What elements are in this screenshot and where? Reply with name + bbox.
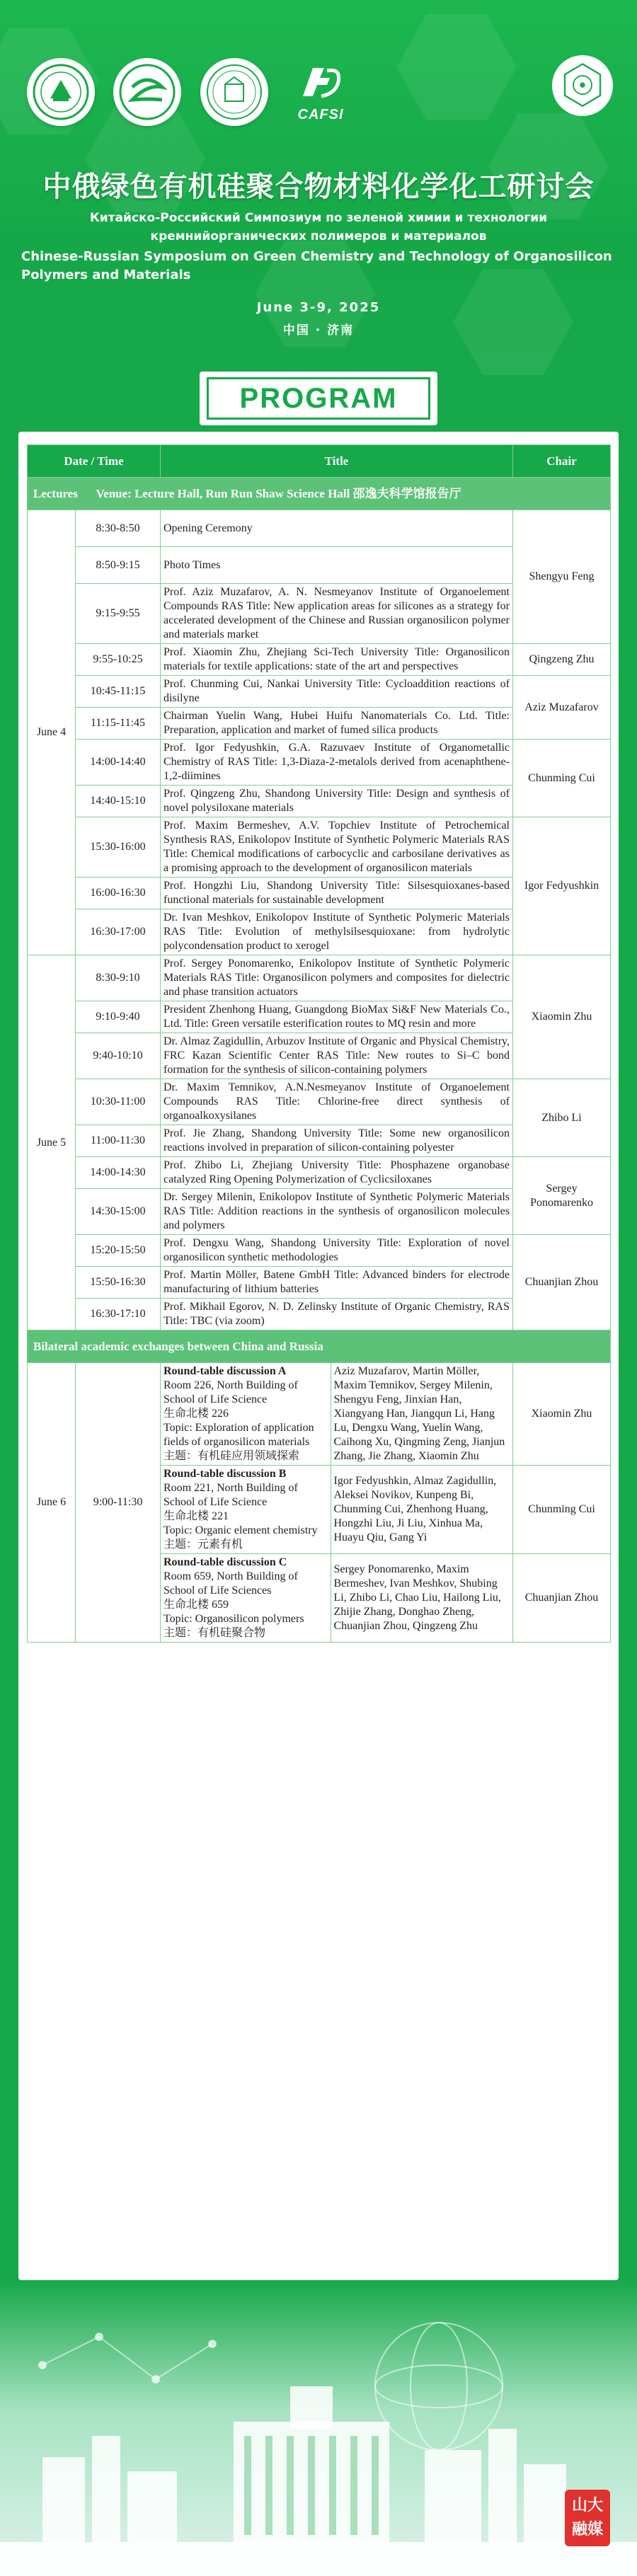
roundtable-room: Room 221, North Building of School of Life Science [163,1482,298,1508]
table-row [28,1157,611,1189]
chair-cell: Chunming Cui [513,740,611,817]
talk-cell: Dr. Sergey Milenin, Enikolopov Institute of Synthetic Polymeric Materials RAS Title: Addition reactions in the synthesis of organosilicon molecules and polymers [161,1189,513,1235]
chair-cell: Igor Fedyushkin [513,817,611,955]
shandong-university-logo [27,58,95,126]
chair-cell: Chunming Cui [513,1466,611,1554]
time-cell: 9:10-9:40 [76,1001,161,1033]
campus-skyline-illustration [0,2280,637,2576]
roundtable-topic-cn: 主题：元素有机 [163,1539,243,1551]
chair-cell: Sergey Ponomarenko [513,1157,611,1235]
day-june-4: June 4 [28,510,76,955]
program-label: PROGRAM [207,377,430,420]
program-table [27,444,611,1643]
roundtable-row [28,1363,611,1466]
chair-cell: Zhibo Li [513,1079,611,1157]
event-place: 中国 · 济南 [282,323,355,338]
talk-cell: Prof. Sergey Ponomarenko, Enikolopov Institute of Synthetic Polymeric Materials RAS Title: Organosilicon polymers and composites for dielectric and phase transition actuators [161,955,513,1001]
media-badge: 山大融媒 [565,2490,610,2546]
roundtable-room-cn: 生命北楼 226 [163,1408,229,1420]
roundtable-topic: Topic: Exploration of application fields of organosilicon materials [163,1422,314,1448]
roundtable-name: Round-table discussion A [163,1365,287,1377]
university-emblem-logo [113,58,181,126]
time-cell: 9:40-10:10 [76,1033,161,1079]
time-cell: 16:00-16:30 [76,878,161,909]
time-cell: 16:30-17:10 [76,1299,161,1330]
time-cell: 14:30-15:00 [76,1189,161,1235]
day-june-6: June 6 [28,1363,76,1643]
time-cell: 9:15-9:55 [76,584,161,644]
talk-cell: Prof. Dengxu Wang, Shandong University Title: Exploration of novel organosilicon synthetic methodologies [161,1235,513,1267]
cafsi-logo [290,61,351,132]
symposium-emblem-logo [552,55,613,116]
talk-cell: Dr. Maxim Temnikov, A.N.Nesmeyanov Institute of Organoelement Compounds RAS Title: Chlorine-free direct synthesis of organoalkoxysilanes [161,1079,513,1125]
lectures-venue [28,478,611,510]
chair-cell: Chuanjian Zhou [513,1554,611,1643]
roundtable-name: Round-table discussion B [163,1468,287,1480]
roundtable-room-cn: 生命北楼 221 [163,1510,229,1522]
lectures-label: Lectures [33,486,78,500]
time-cell: 10:30-11:00 [76,1079,161,1125]
talk-cell: Prof. Igor Fedyushkin, G.A. Razuvaev Institute of Organometallic Chemistry of RAS Title: 1,3-Diaza-2-metalols derived from acenaphthene-1,2-diimines [161,740,513,786]
roundtable-info [161,1363,331,1465]
roundtable-info [161,1554,331,1642]
talk-cell: Prof. Martin Möller, Batene GmbH Title: Advanced binders for electrode manufacturing of lithium batteries [161,1267,513,1299]
time-cell: 8:30-9:10 [76,955,161,1001]
talk-cell: Prof. Zhibo Li, Zhejiang University Title: Phosphazene organobase catalyzed Ring Opening Polymerization of Cyclicsiloxanes [161,1157,513,1189]
roundtable-participants: Aziz Muzafarov, Martin Möller, Maxim Temnikov, Sergey Milenin, Shengyu Feng, Jinxian Han, Xiangyang Han, Jiangqun Li, Hang Lu, Dengxu Wang, Yuelin Wang, Caihong Xu, Qingming Zeng, Jianjun Zhang, Jie Zhang, Xiaomin Zhu [333,1365,505,1462]
roundtable-info [161,1466,331,1553]
program-banner [200,372,437,425]
talk-cell: Prof. Chunming Cui, Nankai University Title: Cycloaddition reactions of disilyne [161,676,513,708]
time-cell: 10:45-11:15 [76,676,161,708]
bilateral-section-row [28,1330,611,1363]
day-june-5: June 5 [28,955,76,1330]
table-row [28,1235,611,1267]
roundtable-cell [161,1363,513,1466]
time-cell: 11:00-11:30 [76,1125,161,1157]
chair-cell: Aziz Muzafarov [513,676,611,740]
table-row [28,1079,611,1125]
chair-cell: Shengyu Feng [513,510,611,644]
time-cell: 8:50-9:15 [76,547,161,584]
title-english: Chinese-Russian Symposium on Green Chemistry and Technology of Organosilicon Polymers and Materials [21,249,612,282]
table-header-row [28,445,611,478]
talk-cell: Photo Times [161,547,513,584]
talk-cell: Prof. Hongzhi Liu, Shandong University Title: Silsesquioxanes-based functional materials for sustainable development [161,878,513,909]
time-cell: 9:55-10:25 [76,644,161,676]
event-date: June 3-9, 2025 [256,300,381,315]
lectures-venue-row [28,478,611,510]
table-row [28,817,611,878]
talk-cell: Prof. Mikhail Egorov, N. D. Zelinsky Institute of Organic Chemistry, RAS Title: TBC (via zoom) [161,1299,513,1330]
talk-cell: Prof. Maxim Bermeshev, A.V. Topchiev Institute of Petrochemical Synthesis RAS, Enikolopov Institute of Synthetic Polymeric Materials RAS Title: Chemical modifications of carbocyclic and carbosilane derivatives as a promising approach to the development of organosilicon materials [161,817,513,878]
chair-cell: Chuanjian Zhou [513,1235,611,1330]
chair-cell: Xiaomin Zhu [513,955,611,1079]
talk-cell: Dr. Ivan Meshkov, Enikolopov Institute of Synthetic Polymeric Materials RAS Title: Evolution of methylsilsesquioxane: from hydrolytic polycondensation product to xerogel [161,909,513,955]
chair-cell: Xiaomin Zhu [513,1363,611,1466]
header-title: Title [161,445,513,478]
roundtable-room-cn: 生命北楼 659 [163,1599,229,1611]
time-cell: 14:00-14:40 [76,740,161,786]
bilateral-label: Bilateral academic exchanges between China and Russia [28,1330,611,1363]
time-cell: 11:15-11:45 [76,708,161,740]
talk-cell: Prof. Jie Zhang, Shandong University Title: Some new organosilicon reactions involved in preparation of silicon-containing polyester [161,1125,513,1157]
time-cell: 16:30-17:00 [76,909,161,955]
roundtable-topic-cn: 主题：有机硅聚合物 [163,1627,266,1639]
talk-cell: Prof. Xiaomin Zhu, Zhejiang Sci-Tech University Title: Organosilicon materials for textile applications: state of the art and perspectives [161,644,513,676]
table-row [28,644,611,676]
roundtable-cell [161,1554,513,1643]
table-row [28,676,611,708]
roundtable-cell [161,1466,513,1554]
table-row [28,955,611,1001]
header-date-time: Date / Time [28,445,161,478]
time-cell: 8:30-8:50 [76,510,161,547]
talk-cell: Dr. Almaz Zagidullin, Arbuzov Institute of Organic and Physical Chemistry, FRC Kazan Scientific Center RAS Title: New routes to Si–C bond formation for the synthesis of silicon-containing polymers [161,1033,513,1079]
time-cell: 14:00-14:30 [76,1157,161,1189]
roundtable-topic: Topic: Organosilicon polymers [163,1613,304,1625]
time-cell: 15:50-16:30 [76,1267,161,1299]
roundtable-room: Room 226, North Building of School of Life Science [163,1379,298,1405]
roundtable-topic-cn: 主题：有机硅应用领域探索 [163,1450,300,1462]
talk-cell: Prof. Aziz Muzafarov, A. N. Nesmeyanov Institute of Organoelement Compounds RAS Title: New application areas for silicones as a strategy for accelerated development of the Chinese and Russian organosilicon polymer and materials market [161,584,513,644]
talk-cell: Chairman Yuelin Wang, Hubei Huifu Nanomaterials Co. Ltd. Title: Preparation, application and market of fumed silica products [161,708,513,740]
time-cell: 9:00-11:30 [76,1363,161,1643]
roundtable-participants: Igor Fedyushkin, Almaz Zagidullin, Aleksei Novikov, Kunpeng Bi, Chunming Cui, Zhenhong Huang, Hongzhi Liu, Ji Liu, Xinhua Ma, Huayu Qiu, Gang Yi [333,1475,497,1543]
venue-text: Venue: Lecture Hall, Run Run Shaw Science Hall 邵逸夫科学馆报告厅 [96,486,461,500]
talk-cell: Prof. Qingzeng Zhu, Shandong University Title: Design and synthesis of novel polysiloxane materials [161,786,513,817]
table-row [28,510,611,547]
chair-cell: Qingzeng Zhu [513,644,611,676]
time-cell: 15:30-16:00 [76,817,161,878]
academy-seal-logo [200,58,268,126]
header-banner [0,0,637,396]
talk-cell: Opening Ceremony [161,510,513,547]
roundtable-name: Round-table discussion C [163,1556,287,1568]
roundtable-participants: Sergey Ponomarenko, Maxim Bermeshev, Ivan Meshkov, Shubing Li, Zhibo Li, Chao Liu, Hailong Liu, Zhijie Zhang, Donghao Zheng, Chuanjian Zhou, Qingzeng Zhu [333,1563,501,1632]
time-cell: 14:40-15:10 [76,786,161,817]
page-title: 中俄绿色有机硅聚合物材料化学化工研讨会 [42,171,595,203]
title-russian: Китайско-Российский Симпозиум по зеленой химии и технологии кремнийорганических полимеров и материалов [89,211,548,243]
table-row [28,740,611,786]
time-cell: 15:20-15:50 [76,1235,161,1267]
roundtable-room: Room 659, North Building of School of Life Sciences [163,1570,298,1597]
header-chair: Chair [513,445,611,478]
footer-illustration [0,2280,637,2576]
cafsi-wordmark: CAFSI [297,107,344,122]
roundtable-topic: Topic: Organic element chemistry [163,1524,318,1536]
talk-cell: President Zhenhong Huang, Guangdong BioMax Si&F New Materials Co., Ltd. Title: Green versatile esterification routes to MQ resin and more [161,1001,513,1033]
